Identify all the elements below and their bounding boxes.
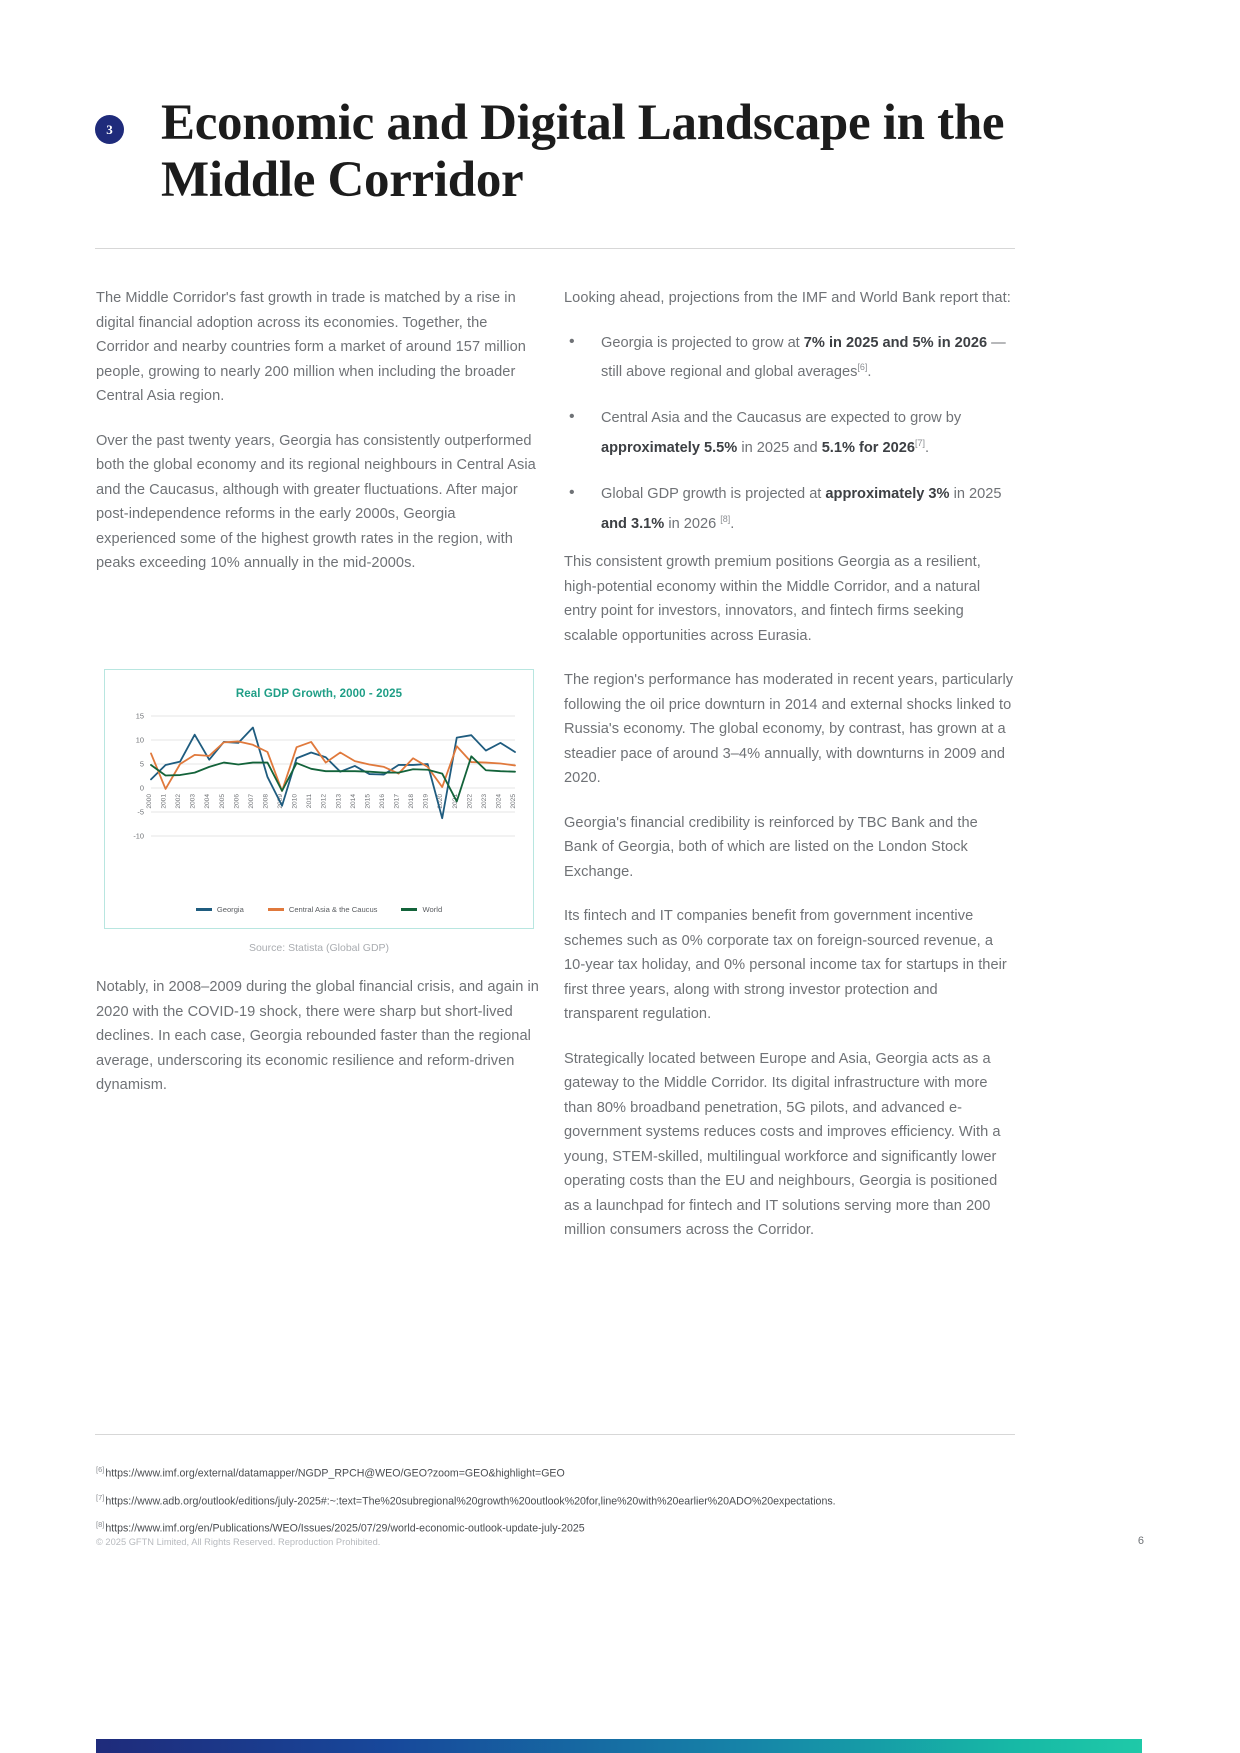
legend-color-swatch [196, 908, 212, 911]
svg-text:2018: 2018 [408, 794, 416, 809]
svg-text:2019: 2019 [422, 794, 430, 809]
svg-text:2004: 2004 [204, 794, 212, 809]
svg-text:15: 15 [135, 711, 144, 721]
bullet-text-3b: in 2025 [949, 486, 1002, 503]
bullet-bold-2b: 5.1% for 2026 [821, 439, 915, 456]
chart-source-caption: Source: Statista (Global GDP) [248, 942, 390, 954]
right-paragraph-3: Georgia's financial credibility is reinforced by TBC Bank and the Bank of Georgia, both of which are listed on the London Stock Exchange. [564, 814, 978, 880]
svg-text:2013: 2013 [335, 794, 343, 809]
right-paragraph-5: Strategically located between Europe and Asia, Georgia acts as a gateway to the Middle Corridor. Its digital infrastructure with more than 80% broadband penetration, 5G pilots, and advanced e-government systems reduces costs and improves efficiency. With a young, STEM-skilled, multilingual workforce and significantly lower operating costs than the EU and neighbours, Georgia is positioned as a launchpad for fintech and IT solutions serving more than 200 million consumers across the Corridor. [564, 1050, 1001, 1239]
chart-plot-area [119, 710, 519, 882]
right-column [564, 286, 1014, 1243]
bullet-bold-1a: 7% in 2025 and 5% in 2026 [803, 334, 988, 351]
bottom-gradient-bar [96, 1739, 1142, 1753]
bullet-item-georgia [564, 331, 1014, 385]
page-title: Economic and Digital Landscape in the Middle Corridor [161, 95, 1005, 209]
footnote-url[interactable]: https://www.adb.org/outlook/editions/july-2025#:~:text=The%20subregional%20growth%20outlook%20for,line%20with%20earlier%20ADO%20expectations. [105, 1495, 836, 1508]
bullet-item-central-asia [564, 406, 1014, 460]
footnote-entry [96, 1462, 1006, 1482]
chart-svg [119, 710, 521, 882]
legend-item [268, 905, 378, 914]
header-divider [95, 248, 1015, 249]
bullet-bold-3b: and 3.1% [601, 515, 665, 532]
svg-text:2006: 2006 [233, 794, 241, 809]
svg-text:2001: 2001 [160, 794, 168, 809]
bullet-item-global-gdp [564, 482, 1014, 536]
bullet-bold-3a: approximately 3% [825, 486, 950, 503]
legend-label: Central Asia & the Caucus [288, 905, 378, 914]
svg-text:2005: 2005 [218, 794, 226, 809]
svg-text:2022: 2022 [466, 794, 474, 809]
svg-text:2012: 2012 [320, 794, 328, 809]
legend-item [401, 905, 442, 914]
page-number: 6 [1137, 1535, 1144, 1547]
legend-color-swatch [401, 908, 417, 911]
footnote-marker: [6] [96, 1465, 105, 1474]
svg-text:2020: 2020 [437, 794, 445, 809]
footnote-ref-6: [6] [857, 362, 868, 372]
svg-text:2017: 2017 [393, 794, 401, 809]
svg-text:2008: 2008 [262, 794, 270, 809]
svg-text:5: 5 [139, 759, 144, 769]
legend-label: World [422, 905, 443, 914]
footnote-marker: [7] [96, 1492, 105, 1502]
chart-series-line [151, 741, 515, 790]
svg-text:2015: 2015 [364, 794, 372, 809]
svg-text:2014: 2014 [349, 794, 357, 809]
title-row [95, 95, 1020, 209]
footnote-ref-7: [7] [914, 437, 925, 448]
svg-text:2000: 2000 [146, 794, 153, 809]
svg-text:2011: 2011 [306, 794, 314, 809]
svg-text:2024: 2024 [495, 794, 503, 809]
left-paragraph-1: The Middle Corridor's fast growth in trade is matched by a rise in digital financial adoption across its economies. Together, the Corridor and nearby countries form a market of around 157 million people, growing to nearly 200 million when including the broader Central Asia region. [96, 290, 526, 404]
right-paragraph-4: Its fintech and IT companies benefit from government incentive schemes such as 0% corporate tax on foreign-sourced revenue, a 10-year tax holiday, and 0% personal income tax for startups in their first three years, along with strong investor protection and transparent regulation. [564, 908, 1007, 1023]
svg-text:2016: 2016 [378, 794, 386, 809]
svg-text:2021: 2021 [451, 794, 459, 809]
bullet-text-3d: . [730, 515, 735, 532]
svg-text:2007: 2007 [247, 794, 255, 809]
svg-text:-5: -5 [137, 807, 144, 817]
bullet-text-2c: . [925, 439, 930, 456]
svg-text:0: 0 [139, 783, 144, 793]
chart-legend [105, 905, 533, 914]
bullet-text-2b: in 2025 and [737, 439, 822, 456]
projections-bullet-list [564, 331, 1014, 537]
svg-text:2002: 2002 [175, 794, 183, 809]
svg-text:2023: 2023 [480, 794, 488, 809]
bullet-text-3a: Global GDP growth is projected at [601, 486, 826, 503]
bullet-text-2a: Central Asia and the Caucasus are expected to grow by [601, 410, 962, 427]
bullet-bold-2a: approximately 5.5% [601, 439, 738, 456]
copyright-notice: © 2025 GFTN Limited, All Rights Reserved. Reproduction Prohibited. [96, 1537, 381, 1547]
left-paragraph-3: Notably, in 2008–2009 during the global financial crisis, and again in 2020 with the COVID-19 shock, there were sharp but short-lived declines. In each case, Georgia rebounded faster than the regional average, underscoring its economic resilience and reform-driven dynamism. [96, 979, 539, 1093]
svg-text:2010: 2010 [291, 794, 299, 809]
svg-text:10: 10 [135, 735, 144, 745]
gdp-growth-chart [104, 669, 534, 929]
left-column-lower [96, 975, 539, 1098]
section-number-badge: 3 [95, 115, 124, 144]
footnote-url[interactable]: https://www.imf.org/en/Publications/WEO/Issues/2025/07/29/world-economic-outlook-update-july-2025 [105, 1522, 585, 1535]
bullet-text-1c: . [867, 363, 872, 380]
page-header [95, 95, 1020, 209]
footnote-entry [96, 1490, 1006, 1510]
legend-label: Georgia [216, 905, 244, 914]
bullet-text-3c: in 2026 [664, 515, 721, 532]
legend-item [196, 905, 244, 914]
footnote-ref-8: [8] [720, 513, 731, 524]
right-paragraph-2: The region's performance has moderated in recent years, particularly following the oil price downturn in 2014 and external shocks linked to Russia's economy. The global economy, by contrast, has grown at a steadier pace of around 3–4% annually, with downturns in 2009 and 2020. [564, 672, 1014, 787]
footnotes-list [96, 1462, 1006, 1545]
footnote-entry [96, 1517, 1006, 1537]
right-intro-paragraph: Looking ahead, projections from the IMF and World Bank report that: [564, 290, 1011, 306]
svg-text:2025: 2025 [510, 794, 517, 809]
left-paragraph-2: Over the past twenty years, Georgia has consistently outperformed both the global economy and its regional neighbours in Central Asia and the Caucasus, although with greater fluctuations. After major post-independence reforms in the early 2000s, Georgia experienced some of the highest growth rates in the region, with peaks exceeding 10% annually in the mid-2000s. [96, 432, 536, 571]
footnote-marker: [8] [96, 1520, 105, 1530]
svg-text:2003: 2003 [189, 794, 197, 809]
left-column [96, 286, 539, 576]
svg-text:2009: 2009 [277, 794, 285, 809]
legend-color-swatch [268, 908, 284, 911]
chart-title: Real GDP Growth, 2000 - 2025 [235, 688, 403, 700]
bullet-text-1a: Georgia is projected to grow at [601, 334, 804, 351]
bullet-text-1b: — still above regional and global averages [601, 334, 1006, 380]
svg-text:-10: -10 [133, 831, 144, 841]
footnote-url[interactable]: https://www.imf.org/external/datamapper/NGDP_RPCH@WEO/GEO?zoom=GEO&highlight=GEO [105, 1467, 565, 1480]
right-paragraph-1: This consistent growth premium positions Georgia as a resilient, high-potential economy within the Middle Corridor, and a natural entry point for investors, innovators, and fintech firms seeking scalable opportunities across Eurasia. [564, 554, 981, 644]
footer-divider [95, 1434, 1015, 1435]
